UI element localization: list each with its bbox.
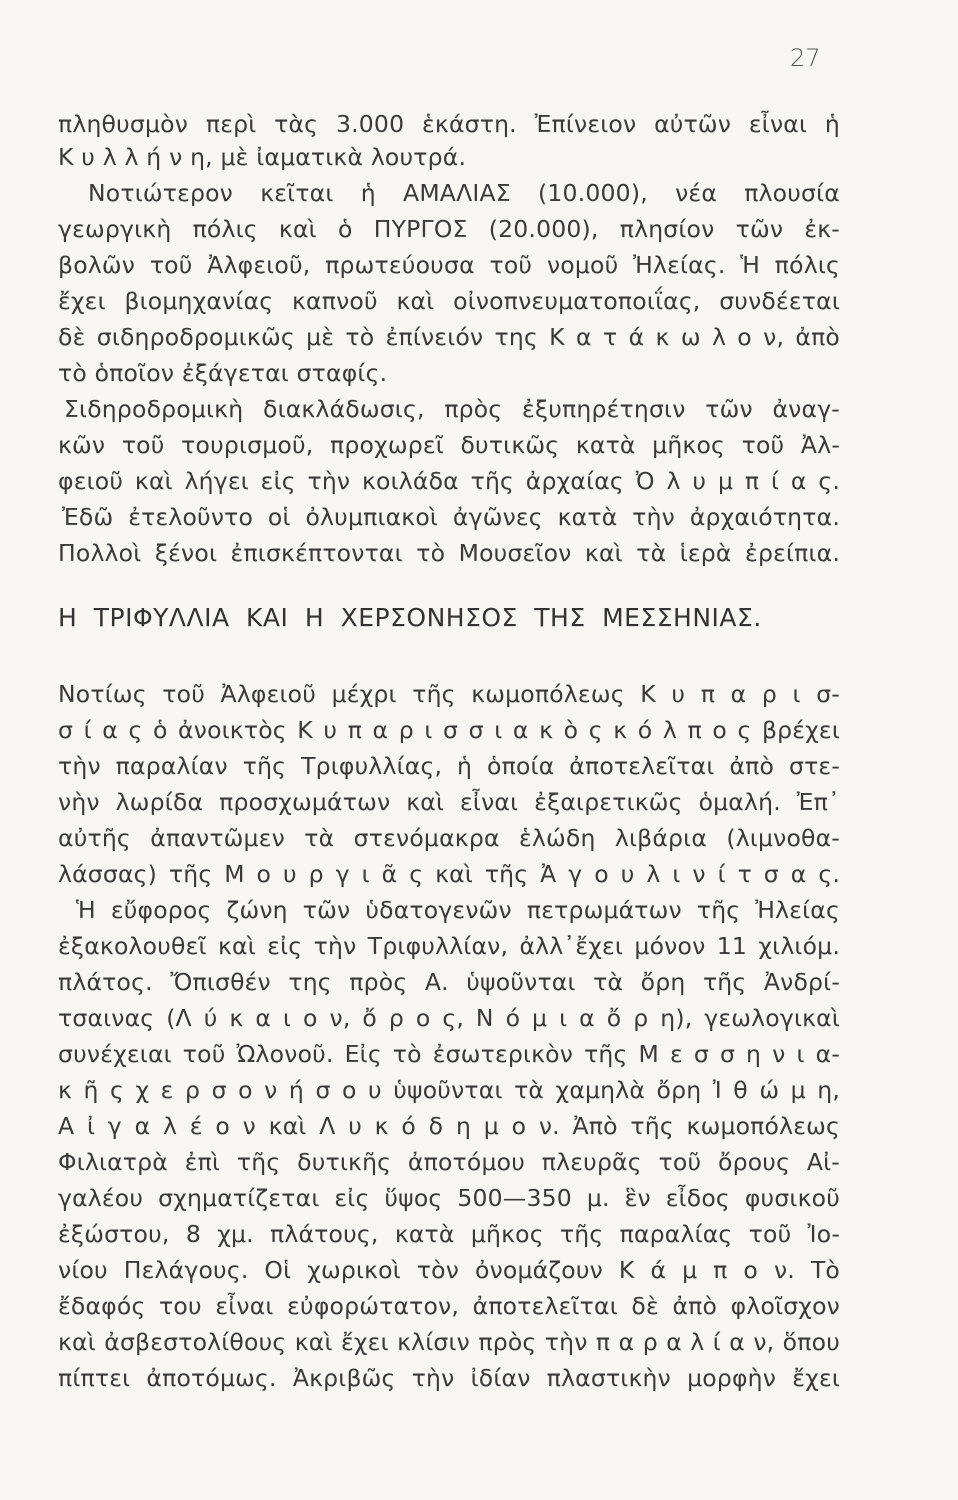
text-line: αὐτῆς ἀπαντῶμεν τὰ στενόμακρα ἑλώδη λιβάρια (λιμνοθα- — [58, 824, 840, 852]
text-line: Νοτιώτερον κεῖται ἡ ΑΜΑΛΙΑΣ (10.000), νέα πλουσία — [88, 179, 840, 207]
section-heading: Η ΤΡΙΦΥΛΛΙΑ ΚΑΙ Η ΧΕΡΣΟΝΗΣΟΣ ΤΗΣ ΜΕΣΣΗΝΙΑΣ. — [58, 603, 762, 632]
text-line: Α ἰ γ α λ έ ο ν καὶ Λ υ κ ό δ η μ ο ν. Ἀπὸ τῆς κωμοπόλεως — [58, 1112, 840, 1140]
text-line: καὶ ἀσβεστολίθους καὶ ἔχει κλίσιν πρὸς τὴν π α ρ α λ ί α ν, ὅπου — [58, 1328, 840, 1356]
page-number: 27 — [790, 44, 821, 72]
text-line: λάσσας) τῆς Μ ο υ ρ γ ι ᾶ ς καὶ τῆς Ἀ γ ο υ λ ι ν ί τ σ α ς. — [58, 860, 840, 888]
text-line: τὴν παραλίαν τῆς Τριφυλλίας, ἡ ὁποία ἀποτελεῖται ἀπὸ στε- — [58, 752, 840, 780]
text-line: κ ῆ ς χ ε ρ σ ο ν ή σ ο υ ὑψοῦνται τὰ χαμηλὰ ὄρη Ἰ θ ώ μ η, — [58, 1076, 840, 1104]
text-line: γαλέου σχηματίζεται εἰς ὕψος 500—350 μ. ἓν εἶδος φυσικοῦ — [58, 1184, 840, 1212]
text-line: Ἐδῶ ἐτελοῦντο οἱ ὀλυμπιακοὶ ἀγῶνες κατὰ τὴν ἀρχαιότητα. — [62, 503, 840, 531]
text-line: δὲ σιδηροδρομικῶς μὲ τὸ ἐπίνειόν της Κ α τ ά κ ω λ ο ν, ἀπὸ — [58, 323, 840, 351]
text-line: πίπτει ἀποτόμως. Ἀκριβῶς τὴν ἰδίαν πλαστικὴν μορφὴν ἔχει — [58, 1364, 840, 1392]
text-line: Νοτίως τοῦ Ἀλφειοῦ μέχρι τῆς κωμοπόλεως Κ υ π α ρ ι σ- — [58, 680, 840, 708]
text-line: Φιλιατρὰ ἐπὶ τῆς δυτικῆς ἀποτόμου πλευρᾶς τοῦ ὄρους Αἰ- — [58, 1148, 840, 1176]
text-line: νίου Πελάγους. Οἱ χωρικοὶ τὸν ὀνομάζουν Κ ά μ π ο ν. Τὸ — [58, 1256, 840, 1284]
text-line: πλάτος. Ὄπισθέν της πρὸς Α. ὑψοῦνται τὰ ὄρη τῆς Ἀνδρί- — [58, 968, 840, 996]
text-line: συνέχειαι τοῦ Ὠλονοῦ. Εἰς τὸ ἐσωτερικὸν τῆς Μ ε σ σ η ν ι α- — [58, 1040, 840, 1068]
text-line: ἔδαφός του εἶναι εὐφορώτατον, ἀποτελεῖται δὲ ἀπὸ φλοῖσχον — [58, 1292, 840, 1320]
text-line: Κ υ λ λ ή ν η, μὲ ἰαματικὰ λουτρά. — [58, 143, 467, 171]
text-line: Σιδηροδρομικὴ διακλάδωσις, πρὸς ἐξυπηρέτησιν τῶν ἀναγ- — [64, 395, 840, 423]
text-line: βολῶν τοῦ Ἀλφειοῦ, πρωτεύουσα τοῦ νομοῦ Ἠλείας. Ἡ πόλις — [58, 251, 840, 279]
text-line: ἔχει βιομηχανίας καπνοῦ καὶ οἰνοπνευματοποιΐας, συνδέεται — [58, 287, 840, 315]
text-line: σ ί α ς ὁ ἀνοικτὸς Κ υ π α ρ ι σ σ ι α κ ὸ ς κ ό λ π ο ς βρέχει — [58, 716, 840, 744]
text-line: γεωργικὴ πόλις καὶ ὁ ΠΥΡΓΟΣ (20.000), πλησίον τῶν ἐκ- — [58, 215, 840, 243]
text-line: ἐξώστου, 8 χμ. πλάτους, κατὰ μῆκος τῆς παραλίας τοῦ Ἰο- — [58, 1220, 840, 1248]
text-line: φειοῦ καὶ λήγει εἰς τὴν κοιλάδα τῆς ἀρχαίας Ὀ λ υ μ π ί α ς. — [58, 467, 840, 495]
text-line: κῶν τοῦ τουρισμοῦ, προχωρεῖ δυτικῶς κατὰ μῆκος τοῦ Ἀλ- — [58, 431, 840, 459]
text-line: τσαινας (Λ ύ κ α ι ο ν, ὄ ρ ο ς, Ν ό μ ι α ὄ ρ η), γεωλογικαὶ — [58, 1004, 840, 1032]
text-line: Ἡ εὔφορος ζώνη τῶν ὑδατογενῶν πετρωμάτων τῆς Ἠλείας — [76, 896, 840, 924]
text-line: τὸ ὁποῖον ἐξάγεται σταφίς. — [58, 359, 388, 387]
text-line: νὴν λωρίδα προσχωμάτων καὶ εἶναι ἐξαιρετικῶς ὁμαλή. Ἐπ᾽ — [58, 788, 840, 816]
text-line: Πολλοὶ ξένοι ἐπισκέπτονται τὸ Μουσεῖον καὶ τὰ ἱερὰ ἐρείπια. — [58, 539, 840, 567]
text-line: ἐξακολουθεῖ καὶ εἰς τὴν Τριφυλλίαν, ἀλλ᾽ἔχει μόνον 11 χιλιόμ. — [58, 932, 840, 960]
text-line: πληθυσμὸν περὶ τὰς 3.000 ἑκάστη. Ἐπίνειον αὐτῶν εἶναι ἡ — [58, 110, 840, 138]
